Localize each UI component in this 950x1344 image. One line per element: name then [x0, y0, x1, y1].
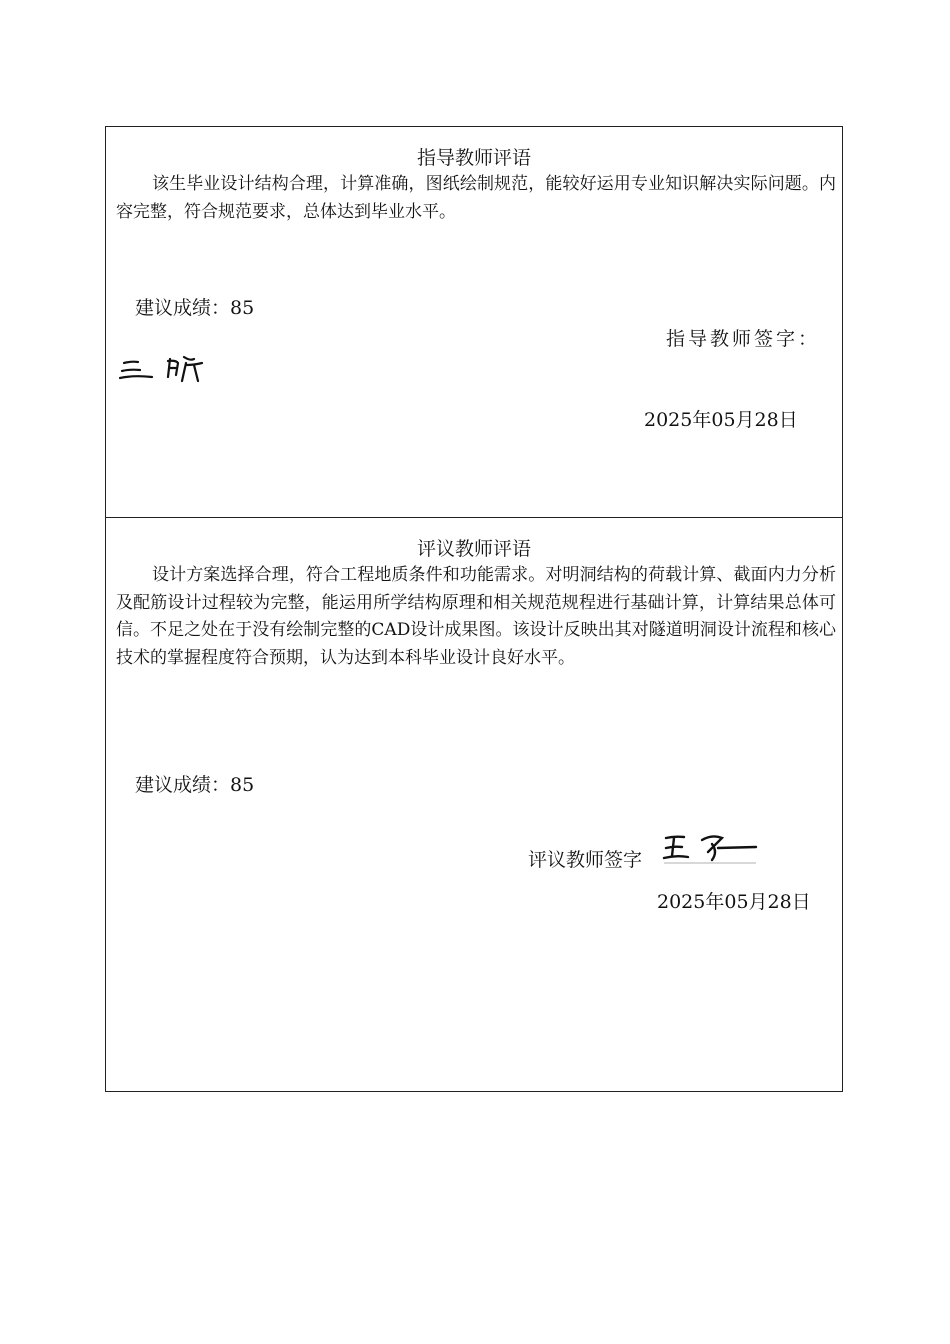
supervisor-section — [106, 127, 842, 518]
reviewer-date: 2025年05月28日 — [657, 891, 811, 913]
supervisor-grade: 建议成绩：85 — [135, 297, 255, 319]
supervisor-title: 指导教师评语 — [416, 147, 531, 169]
supervisor-signature-label: 指导教师签字： — [666, 328, 821, 350]
supervisor-comment: 该生毕业设计结构合理，计算准确，图纸绘制规范，能较好运用专业知识解决实际问题。内容完整，符合规范要求，总体达到毕业水平。 — [116, 174, 836, 222]
reviewer-handwritten-signature — [662, 830, 758, 868]
supervisor-handwritten-signature — [118, 353, 210, 385]
reviewer-signature-label: 评议教师签字 — [528, 849, 643, 871]
reviewer-title: 评议教师评语 — [416, 538, 531, 560]
reviewer-section — [106, 518, 842, 1093]
reviewer-comment: 设计方案选择合理，符合工程地质条件和功能需求。对明洞结构的荷载计算、截面内力分析及配筋设计过程较为完整，能运用所学结构原理和相关规范规程进行基础计算，计算结果总体可信。不足之处在于没有绘制完整的CAD设计成果图。该设计反映出其对隧道明洞设计流程和核心技术的掌握程度符合预期，认为达到本科毕业设计良好水平。 — [116, 565, 836, 668]
reviewer-grade: 建议成绩：85 — [135, 774, 255, 796]
supervisor-date: 2025年05月28日 — [644, 409, 798, 431]
evaluation-form — [105, 126, 843, 1092]
